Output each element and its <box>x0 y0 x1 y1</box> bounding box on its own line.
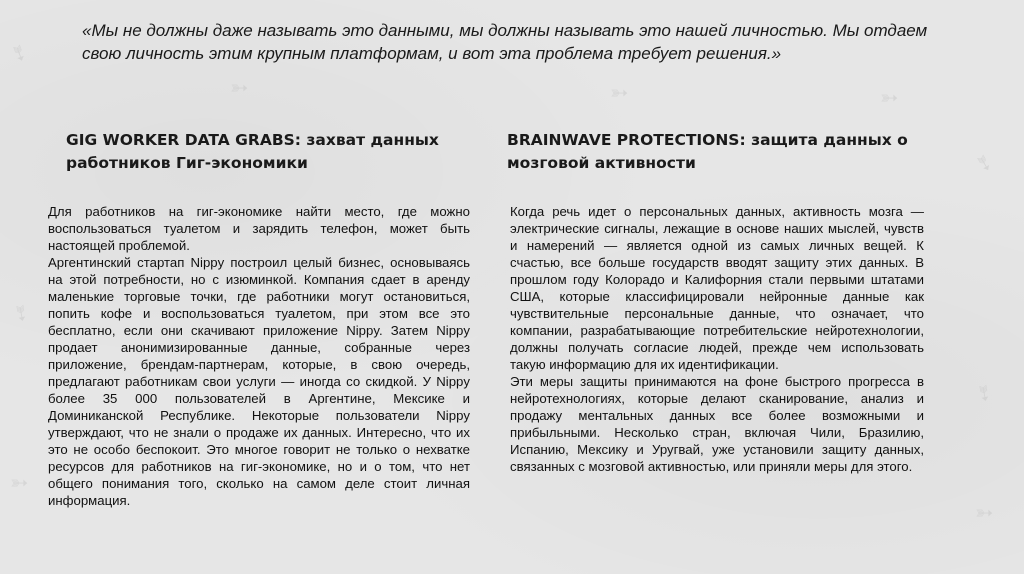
fish-decoration-icon: ➳ <box>230 75 249 100</box>
fish-decoration-icon: ➳ <box>880 85 899 110</box>
fish-decoration-icon: ➳ <box>610 80 629 105</box>
quote-text: «Мы не должны даже называть это данными, мы должны называть это нашей личностью. Мы отдаем свою личность этим крупным платформам, и вот эта проблема требует решения.» <box>82 21 928 63</box>
fish-decoration-icon: ➳ <box>970 381 999 405</box>
right-column <box>510 203 924 475</box>
fish-decoration-icon: ➳ <box>4 39 35 66</box>
right-heading-prefix: BRAINWAVE PROTECTIONS: <box>507 131 746 149</box>
right-heading <box>507 129 927 175</box>
left-heading-prefix: GIG WORKER DATA GRABS: <box>66 131 301 149</box>
right-paragraph: Когда речь идет о персональных данных, активность мозга — электрические сигналы, лежащие в основе наших мыслей, чувств и намерений — является одной из самых личных вещей. К счастью, все больше государств вводят защиту этих данных. В прошлом году Колорадо и Калифорния стали первыми штатами США, которые классифицировали нейронные данные как чувствительные персональные данные, что означает, что компании, разрабатывающие потребительские нейротехнологии, должны получать согласие людей, прежде чем использовать такую информацию для их идентификации. <box>510 204 924 372</box>
left-heading <box>66 129 466 175</box>
fish-decoration-icon: ➳ <box>10 470 29 495</box>
fish-decoration-icon: ➳ <box>7 301 36 325</box>
right-paragraph: Эти меры защиты принимаются на фоне быстрого прогресса в нейротехнологиях, которые делают сканирование, анализ и продажу ментальных данных все более возможными и прибыльными. Несколько стран, включая Чили, Бразилию, Испанию, Мексику и Уругвай, уже установили защиту данных, связанных с мозговой активностью, или приняли меры для этого. <box>510 374 924 474</box>
left-paragraph: Для работников на гиг-экономике найти место, где можно воспользоваться туалетом и зарядить телефон, может быть настоящей проблемой. <box>48 204 470 253</box>
left-paragraph: Аргентинский стартап Nippy построил целый бизнес, основываясь на этой потребности, но с изюминкой. Компания сдает в аренду маленькие торговые точки, где работники могут остановиться, попить кофе и воспользоваться туалетом, при этом все это бесплатно, если они скачивают приложение Nippy. Затем Nippy продает анонимизированные данные, собранные через приложение, брендам-партнерам, которые, в свою очередь, предлагают работникам свои услуги — иногда со скидкой. У Nippy более 35 000 пользователей в Аргентине, Мексике и Доминиканской Республике. Некоторые пользователи Nippy утверждают, что не знали о продаже их данных. Интересно, что их это не особо беспокоит. Это многое говорит не только о нехватке ресурсов для работников на гиг-экономике, но и о том, что нет общего понимания того, сколько на самом деле стоит личная информация. <box>48 255 470 508</box>
left-heading-rest: захват данных работников Гиг-экономики <box>66 131 439 172</box>
right-heading-rest: защита данных о мозговой активности <box>507 131 908 172</box>
fish-decoration-icon: ➳ <box>975 500 994 525</box>
fish-decoration-icon: ➳ <box>969 148 1001 177</box>
left-column <box>48 203 470 509</box>
